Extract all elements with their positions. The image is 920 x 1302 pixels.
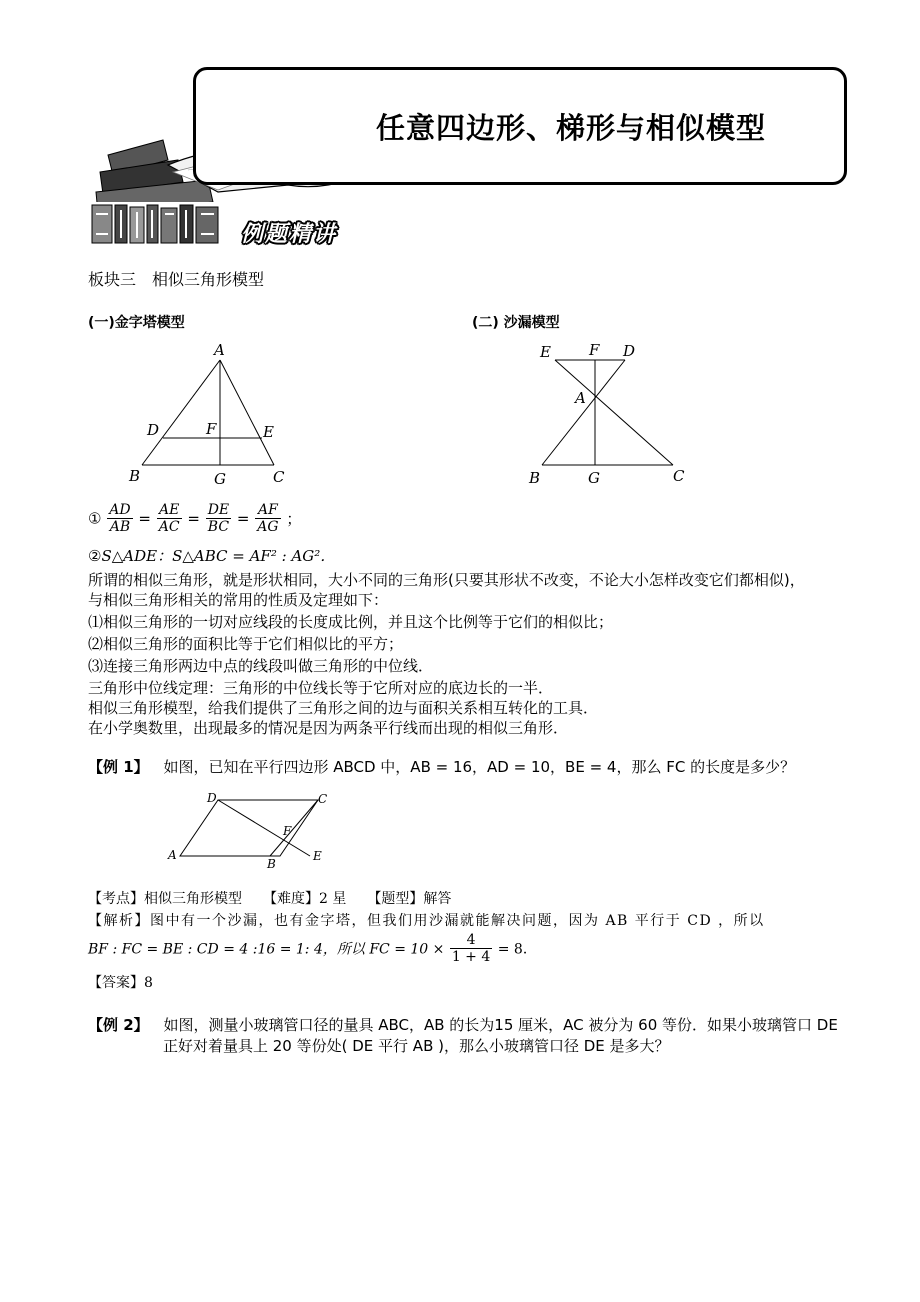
example1-tag: 【例 1】 (88, 758, 149, 776)
fig1-label-b: B (129, 467, 141, 485)
formula1-marker: ① (88, 509, 102, 528)
fig2-label-a: A (575, 389, 586, 407)
ex1-label-c: C (318, 792, 328, 806)
fig1-label-c: C (273, 468, 285, 486)
fig1-label-f: F (206, 420, 217, 438)
ex1-label-d: D (207, 791, 217, 805)
ex1-label-a: A (168, 848, 177, 862)
body-line: ⑵相似三角形的面积比等于它们相似比的平方； (88, 635, 404, 653)
fraction: $\frac{4}{1 + 4}$ (451, 932, 491, 965)
section-heading: 板块三 相似三角形模型 (88, 270, 265, 289)
fig2-label-b: B (529, 469, 541, 487)
body-line: 相似三角形模型，给我们提供了三角形之间的边与面积关系相互转化的工具． (88, 699, 599, 717)
example1-analysis-2: BF : FC = BE : CD = 4 :16 = 1: 4，所以 FC = 10 × $\frac{4}{1 + 4}$ = 8． (88, 932, 537, 965)
fraction: $\frac{AF}{AG}$ (257, 502, 279, 535)
ex1-label-b: B (267, 857, 276, 871)
segment-ce (270, 800, 318, 856)
fig1-label-d: D (147, 421, 160, 439)
page-title: 任意四边形、梯形与相似模型 (376, 111, 767, 145)
segment-db (542, 360, 625, 465)
fig2-label-d: D (623, 342, 636, 360)
body-line: 三角形中位线定理：三角形的中位线长等于它所对应的底边长的一半． (88, 679, 554, 697)
example1-question: 【例 1】 如图，已知在平行四边形 ABCD 中，AB = 16，AD = 10，BE = 4，那么 FC 的长度是多少？ (88, 758, 796, 776)
example1-analysis-1: 【解析】图中有一个沙漏，也有金字塔，但我们用沙漏就能解决问题，因为 AB 平行于 CD ，所以 (88, 913, 765, 929)
example2-line1: 【例 2】 如图，测量小玻璃管口径的量具 ABC，AB 的长为15 厘米，AC 被分为 60 等份．如果小玻璃管口 DE (88, 1016, 838, 1034)
fraction: $\frac{AE}{AC}$ (158, 502, 180, 535)
fig2-label-e: E (540, 343, 551, 361)
parallelogram-abcd (180, 800, 318, 856)
example2-line2: 正好对着量具上 20 等份处( DE 平行 AB )，那么小玻璃管口径 DE 是多大？ (163, 1037, 670, 1055)
fig2-label-c: C (673, 467, 685, 485)
example1-meta: 【考点】相似三角形模型 【难度】2 星 【题型】解答 (88, 891, 452, 907)
fraction: $\frac{DE}{BC}$ (207, 502, 230, 535)
example1-answer: 【答案】8 (88, 975, 153, 991)
model1-label: (一)金字塔模型 (88, 315, 185, 331)
body-line: 在小学奥数里，出现最多的情况是因为两条平行线而出现的相似三角形． (88, 719, 569, 737)
ex1-label-e: E (313, 849, 322, 863)
body-line: 所谓的相似三角形，就是形状相同，大小不同的三角形(只要其形状不改变，不论大小怎样改变它们都相似)， (88, 571, 805, 589)
example2-tag: 【例 2】 (88, 1016, 149, 1034)
body-line: ⑶连接三角形两边中点的线段叫做三角形的中位线． (88, 657, 434, 675)
body-line: 与相似三角形相关的常用的性质及定理如下： (88, 591, 389, 609)
fig2-label-g: G (588, 469, 600, 487)
fig1-label-g: G (214, 470, 226, 488)
model2-label: (二) 沙漏模型 (472, 315, 560, 331)
fraction: $\frac{AD}{AB}$ (109, 502, 131, 535)
formula-ratio: ① $\frac{AD}{AB}$ = $\frac{AE}{AC}$ = $\frac{DE}{BC}$ = $\frac{AF}{AG}$ ； (88, 502, 302, 535)
segment-de (218, 800, 310, 856)
segment-ec (555, 360, 673, 465)
section-banner: 例题精讲 (241, 222, 338, 247)
body-line: ⑴相似三角形的一切对应线段的长度成比例，并且这个比例等于它们的相似比； (88, 613, 614, 631)
fig2-label-f: F (589, 341, 600, 359)
side-ab (142, 360, 220, 465)
ex1-label-f: F (283, 824, 292, 838)
fig1-label-e: E (263, 423, 274, 441)
fig1-label-a: A (214, 341, 225, 359)
side-ac (220, 360, 274, 465)
formula-area: ②S△ADE：S△ABC = AF² : AG²． (88, 547, 336, 565)
